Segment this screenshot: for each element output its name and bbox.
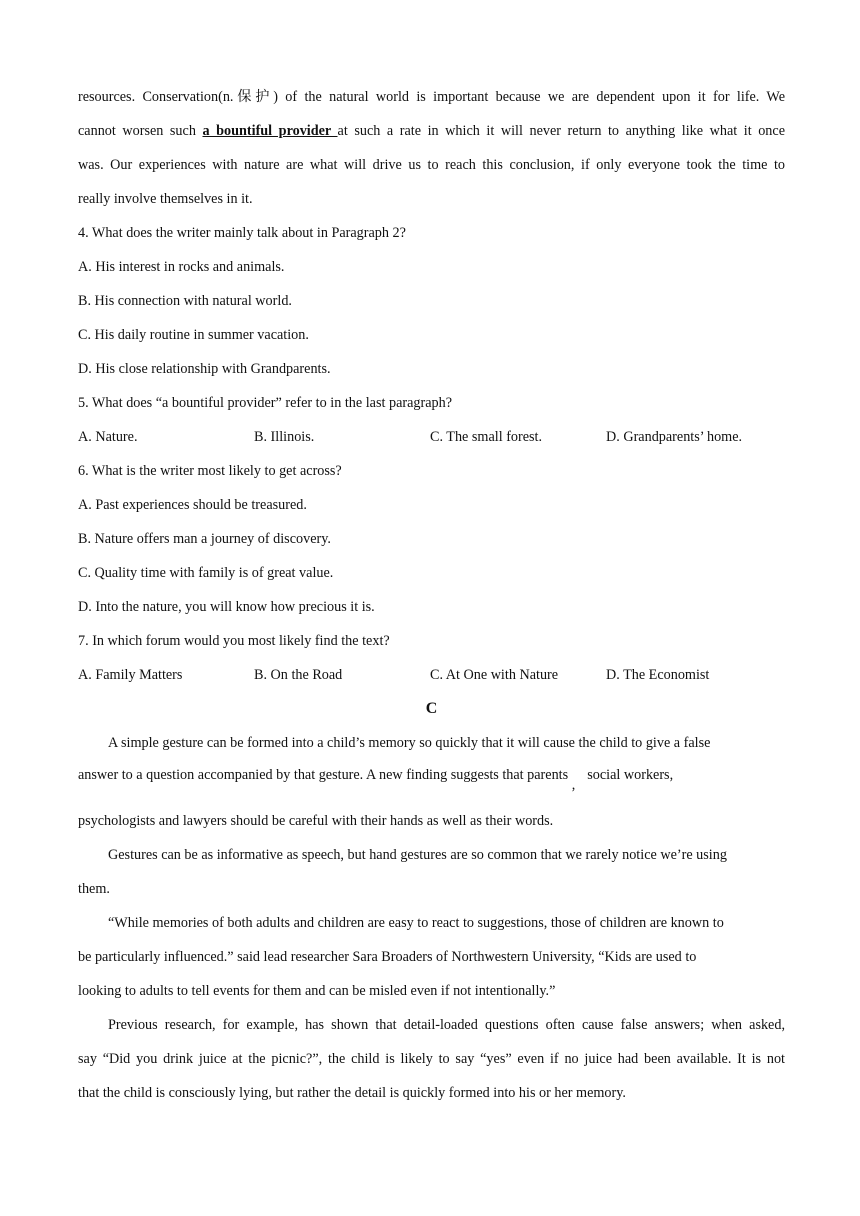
section-heading: C	[425, 700, 438, 717]
paragraph-line: Gestures can be as informative as speech, but hand gestures are so common that we rarely notice we’re using	[108, 847, 727, 863]
passage-line: was. Our experiences with nature are what will drive us to reach this conclusion, if only everyone took the time to	[78, 157, 785, 173]
question-7-option-c: C. At One with Nature	[430, 667, 559, 683]
paragraph-line: that the child is consciously lying, but rather the detail is quickly formed into his or her memory.	[78, 1085, 626, 1101]
question-4-option-a: A. His interest in rocks and animals.	[78, 259, 285, 275]
paragraph-line: be particularly influenced.” said lead researcher Sara Broaders of Northwestern University, “Kids are used to	[78, 949, 697, 965]
passage-text: at such a rate in which it will never return to anything like what it once	[337, 123, 785, 139]
question-4-stem: 4. What does the writer mainly talk about in Paragraph 2?	[78, 225, 406, 241]
question-5-stem: 5. What does “a bountiful provider” refer to in the last paragraph?	[78, 395, 452, 411]
underlined-phrase: a bountiful provider	[202, 123, 338, 139]
question-7-options	[78, 658, 785, 692]
question-5-option-b: B. Illinois.	[254, 429, 315, 445]
paragraph-text: social workers,	[587, 767, 674, 783]
question-6-option-b: B. Nature offers man a journey of discovery.	[78, 531, 331, 547]
paragraph-line: looking to adults to tell events for them and can be misled even if not intentionally.”	[78, 983, 556, 999]
document-page	[78, 80, 785, 1110]
paragraph-text: answer to a question accompanied by that gesture. A new finding suggests that parents	[78, 767, 569, 783]
paragraph-line: them.	[78, 881, 110, 897]
question-7-option-a: A. Family Matters	[78, 667, 183, 683]
passage-line	[78, 114, 785, 148]
passage-text: cannot worsen such	[78, 123, 203, 139]
question-4-option-d: D. His close relationship with Grandparents.	[78, 361, 331, 377]
question-5-option-d: D. Grandparents’ home.	[606, 429, 743, 445]
question-4-option-b: B. His connection with natural world.	[78, 293, 292, 309]
paragraph-line	[78, 760, 785, 804]
passage-line: really involve themselves in it.	[78, 191, 253, 207]
question-7-option-d: D. The Economist	[606, 667, 710, 683]
passage-line: resources. Conservation(n.保护) of the natural world is important because we are dependent upon it for life. We	[78, 89, 785, 105]
paragraph-line: psychologists and lawyers should be careful with their hands as well as their words.	[78, 813, 554, 829]
question-5-option-c: C. The small forest.	[430, 429, 543, 445]
question-7-stem: 7. In which forum would you most likely find the text?	[78, 633, 390, 649]
question-6-option-a: A. Past experiences should be treasured.	[78, 497, 307, 513]
paragraph-line: A simple gesture can be formed into a child’s memory so quickly that it will cause the child to give a false	[108, 735, 711, 751]
question-6-stem: 6. What is the writer most likely to get across?	[78, 463, 342, 479]
question-6-option-d: D. Into the nature, you will know how precious it is.	[78, 599, 375, 615]
paragraph-line: say “Did you drink juice at the picnic?”, the child is likely to say “yes” even if no juice had been available. It is not	[78, 1051, 785, 1067]
comma-mark: ,	[571, 777, 576, 793]
question-5-options	[78, 420, 785, 454]
question-6-option-c: C. Quality time with family is of great value.	[78, 565, 334, 581]
question-5-option-a: A. Nature.	[78, 429, 138, 445]
question-7-option-b: B. On the Road	[254, 667, 343, 683]
paragraph-line: Previous research, for example, has shown that detail-loaded questions often cause false answers; when asked,	[108, 1017, 785, 1033]
question-4-option-c: C. His daily routine in summer vacation.	[78, 327, 309, 343]
paragraph-line: “While memories of both adults and children are easy to react to suggestions, those of children are known to	[108, 915, 724, 931]
